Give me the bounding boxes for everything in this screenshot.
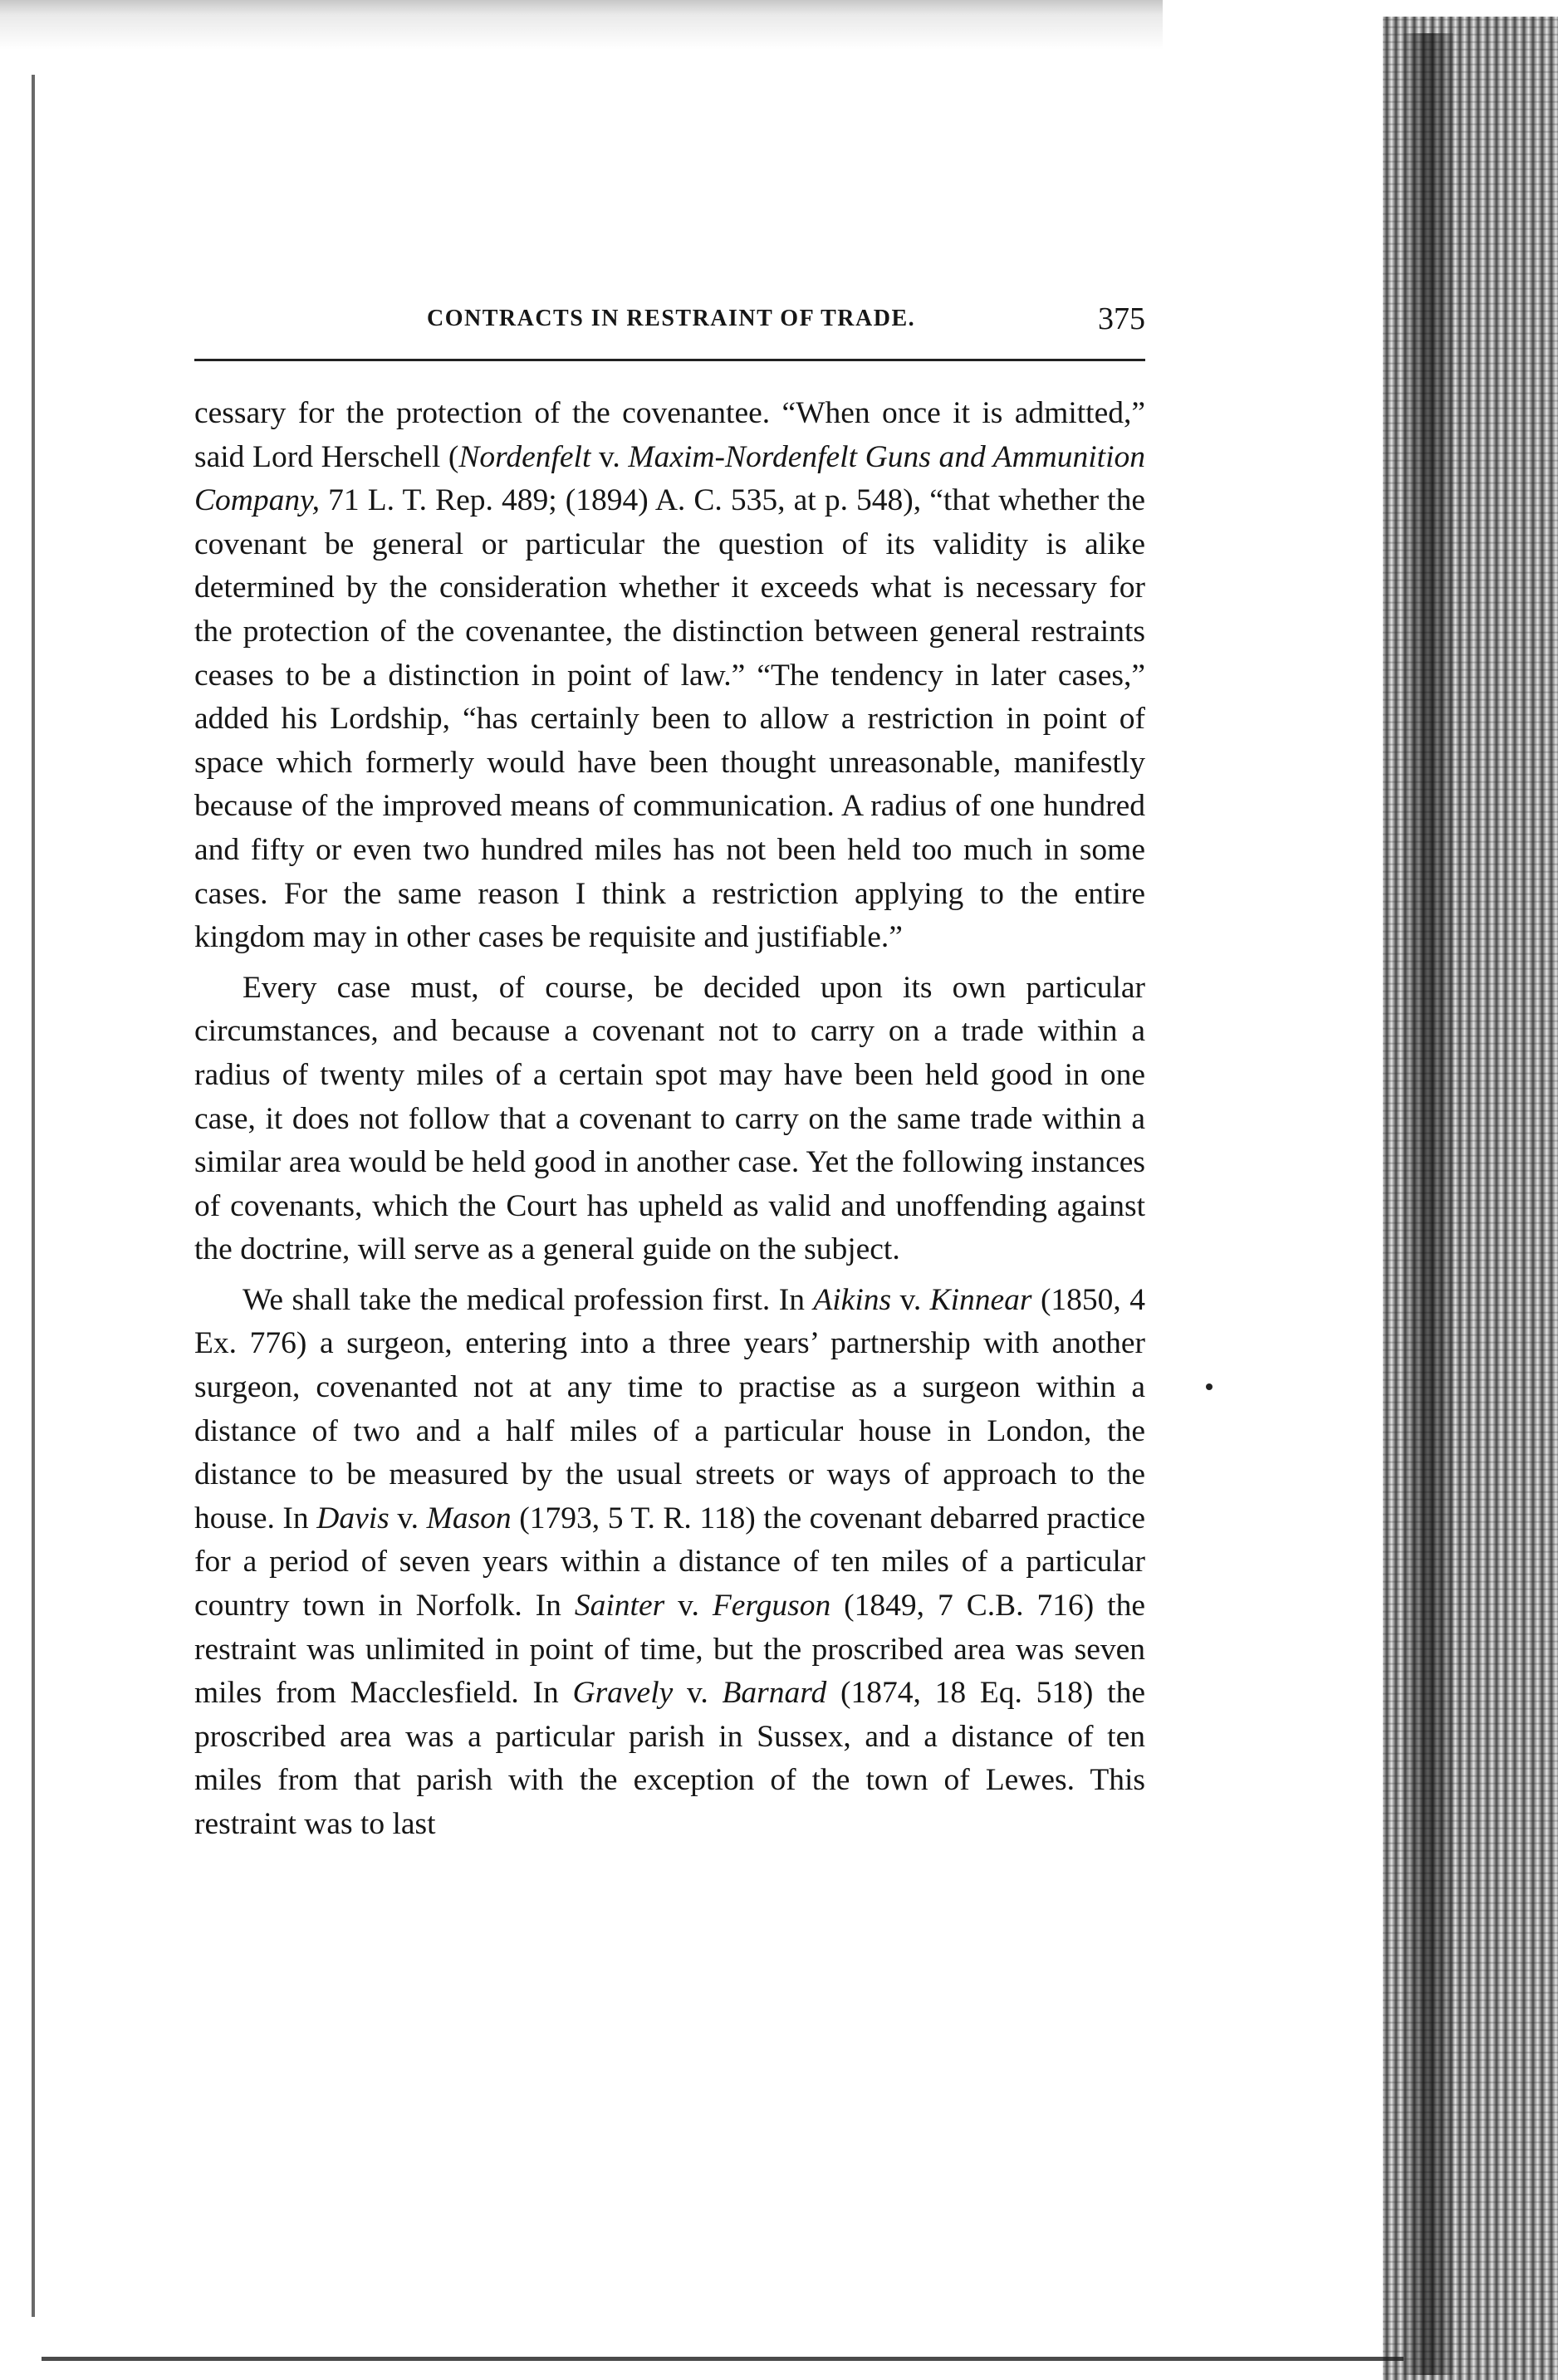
text-run: (1793, 5 T. R. 118) the covenant debarred practice for a period of seven years within a distance of ten miles of a particular country town in Norfolk. In [194, 1501, 1145, 1623]
case-name-italic: Maxim-Nordenfelt Guns and Ammunition Company, [194, 439, 1145, 518]
text-run: v. [673, 1676, 723, 1711]
text-run: (1874, 18 Eq. 518) the proscribed area was a particular parish in Sussex, and a distance of ten miles from that parish with the exception of the town of Lewes. This restraint was to last [194, 1676, 1145, 1841]
text-run: 71 L. T. Rep. 489; (1894) A. C. 535, at p. 548), “that whether the covenant be general or particular the question of its validity is alike determined by the consideration whether it exceeds what is necessary for the protection of the covenantee, the distinction between general restraints ceases to be a distinction in point of law.” “The tendency in later cases,” added his Lordship, “has certainly been to allow a restriction in point of space which formerly would have been thought unreasonable, manifestly because of the improved means of communication. A radius of one hundred and fifty or even two hundred miles has not been held too much in some cases. For the same reason I think a restriction applying to the entire kingdom may in other cases be requisite and justifiable.” [194, 483, 1145, 955]
paragraph-2 [194, 967, 1145, 1272]
body-text [194, 392, 1145, 1847]
running-head [194, 301, 1145, 350]
scan-edge-left [32, 75, 35, 2317]
case-name-italic: Mason [426, 1501, 512, 1535]
scan-speck [1206, 1383, 1213, 1390]
text-run: (1850, 4 Ex. 776) a surgeon, entering into a three years’ partnership with another surgeon, covenanted not at any time to practise as a surgeon within a distance of two and a half miles of a particular house in London, the distance to be measured by the usual streets or ways of approach to the house. In [194, 1282, 1145, 1535]
paragraph-3 [194, 1279, 1145, 1847]
paragraph-1 [194, 392, 1145, 960]
text-run: v. [891, 1282, 930, 1317]
text-run: v. [590, 439, 629, 474]
running-head-title: CONTRACTS IN RESTRAINT OF TRADE. [427, 306, 916, 331]
text-run: v. [664, 1589, 713, 1623]
case-name-italic: Gravely [572, 1676, 674, 1711]
case-name-italic: Nordenfelt [458, 439, 591, 474]
case-name-italic: Davis [316, 1501, 390, 1535]
case-name-italic: Kinnear [929, 1282, 1032, 1317]
header-rule [194, 359, 1145, 361]
binding-shadow [1404, 33, 1453, 2375]
text-run: We shall take the medical profession first. In [243, 1282, 814, 1317]
case-name-italic: Barnard [722, 1676, 827, 1711]
page-number: 375 [1098, 301, 1145, 336]
scan-shadow-top [0, 0, 1163, 50]
page-bottom-edge [42, 2357, 1404, 2361]
case-name-italic: Sainter [574, 1589, 665, 1623]
text-run: cessary for the protection of the covenantee. “When once it is admitted,” said Lord Herschell ( [194, 396, 1145, 474]
text-run: Every case must, of course, be decided upon its own particular circumstances, and because a covenant not to carry on a trade within a radius of twenty miles of a certain spot may have been held good in one case, it does not follow that a covenant to carry on the same trade within a similar area would be held good in another case. Yet the following instances of covenants, which the Court has upheld as valid and unoffending against the doctrine, will serve as a general guide on the subject. [194, 970, 1145, 1267]
case-name-italic: Aikins [813, 1282, 892, 1317]
text-run: (1849, 7 C.B. 716) the restraint was unlimited in point of time, but the proscribed area was seven miles from Macclesfield. In [194, 1589, 1145, 1711]
text-run: v. [389, 1501, 427, 1535]
case-name-italic: Ferguson [712, 1589, 831, 1623]
